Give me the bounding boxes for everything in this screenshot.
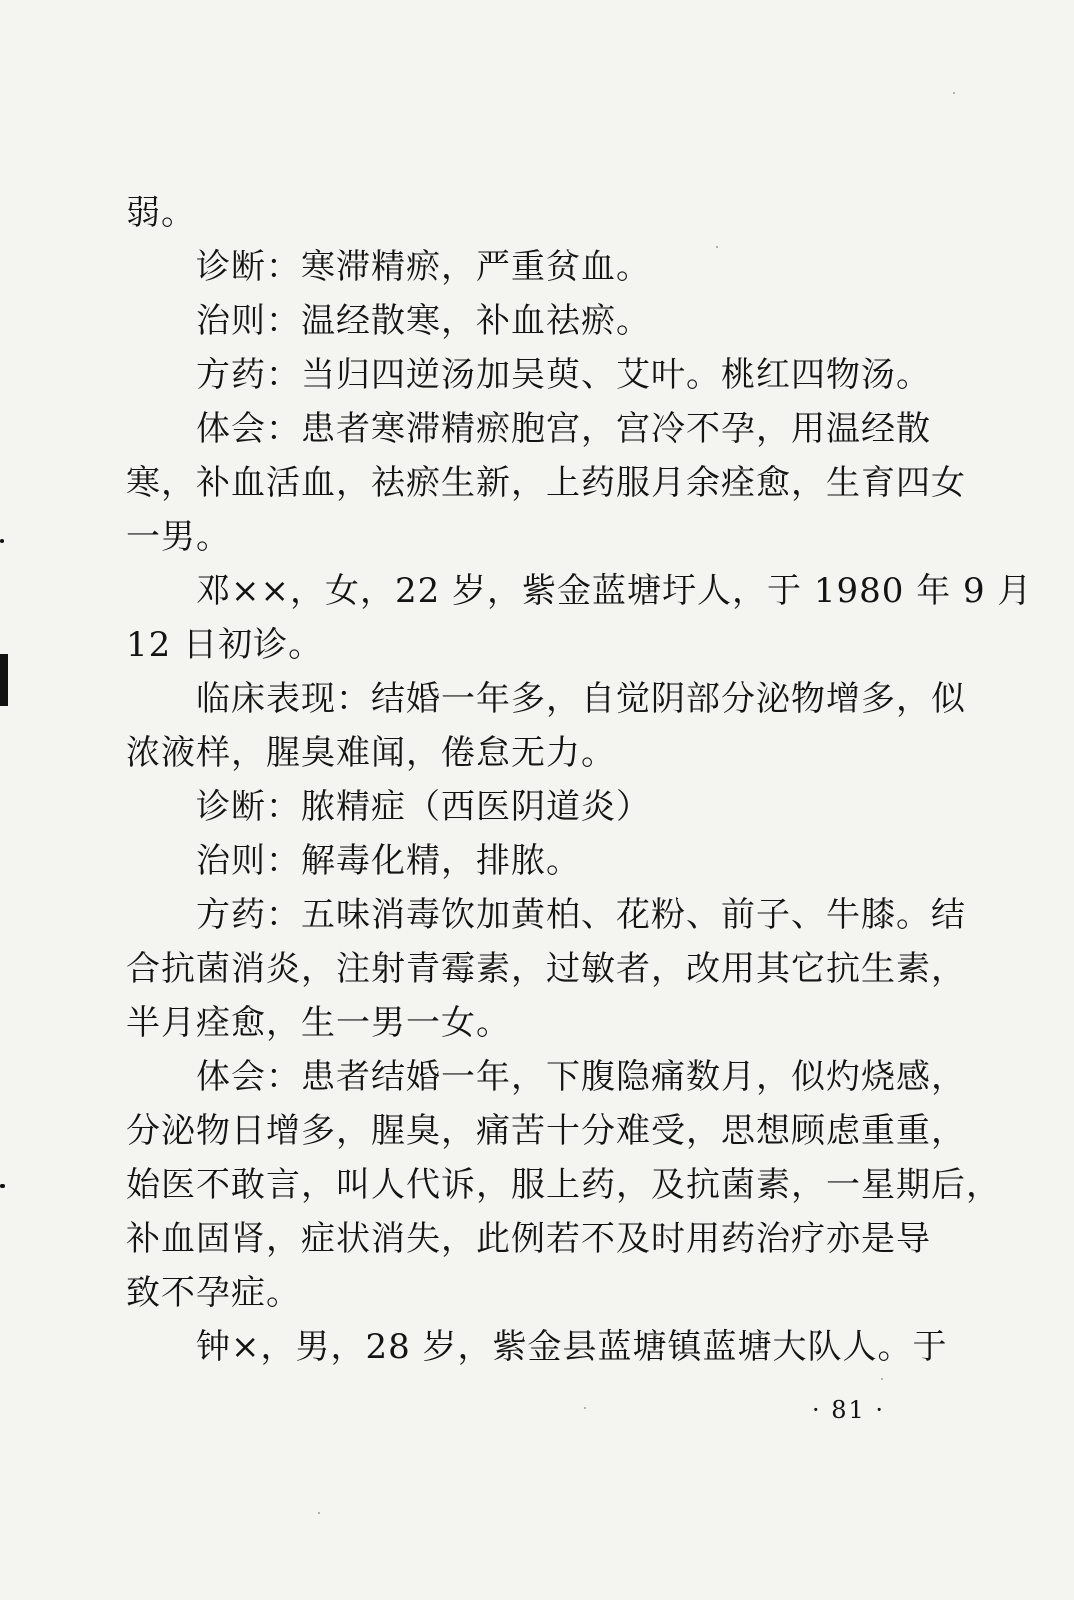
scan-edge-mark xyxy=(0,654,8,706)
text-line: 方药：五味消毒饮加黄柏、花粉、前子、牛膝。结 xyxy=(196,895,966,935)
scan-speck xyxy=(584,1407,586,1409)
page-number: · 81 · xyxy=(812,1396,886,1424)
text-line: 诊断：寒滞精瘀，严重贫血。 xyxy=(196,247,651,287)
text-line: 分泌物日增多，腥臭，痛苦十分难受，思想顾虑重重， xyxy=(126,1111,966,1151)
text-line: 12 日初诊。 xyxy=(126,625,324,665)
text-line: 补血固肾，症状消失，此例若不及时用药治疗亦是导 xyxy=(126,1219,931,1259)
text-line: 方药：当归四逆汤加吴萸、艾叶。桃红四物汤。 xyxy=(196,355,931,395)
body-text xyxy=(126,186,1033,1374)
scan-speck xyxy=(318,1512,320,1514)
text-line: 半月痊愈，生一男一女。 xyxy=(126,1003,511,1043)
scan-speck xyxy=(953,92,955,94)
text-line: 体会：患者结婚一年，下腹隐痛数月，似灼烧感， xyxy=(196,1057,966,1097)
scan-dot xyxy=(0,1184,5,1188)
text-line: 邓××，女，22 岁，紫金蓝塘圩人，于 1980 年 9 月 xyxy=(196,571,1033,611)
text-line: 钟×，男，28 岁，紫金县蓝塘镇蓝塘大队人。于 xyxy=(196,1327,948,1367)
text-line: 一男。 xyxy=(126,517,231,557)
text-line: 诊断：脓精症（西医阴道炎） xyxy=(196,787,651,827)
text-line: 治则：解毒化精，排脓。 xyxy=(196,841,581,881)
scan-dot xyxy=(0,539,4,543)
text-line: 合抗菌消炎，注射青霉素，过敏者，改用其它抗生素， xyxy=(126,949,966,989)
text-line: 临床表现：结婚一年多，自觉阴部分泌物增多，似 xyxy=(196,679,966,719)
text-line: 体会：患者寒滞精瘀胞宫，宫冷不孕，用温经散 xyxy=(196,409,931,449)
scan-speck xyxy=(881,1378,883,1380)
text-line: 治则：温经散寒，补血祛瘀。 xyxy=(196,301,651,341)
text-line: 寒，补血活血，祛瘀生新，上药服月余痊愈，生育四女 xyxy=(126,463,966,503)
scan-speck xyxy=(716,246,718,248)
text-line: 始医不敢言，叫人代诉，服上药，及抗菌素，一星期后， xyxy=(126,1165,1001,1205)
text-line: 弱。 xyxy=(126,193,196,233)
text-line: 浓液样，腥臭难闻，倦怠无力。 xyxy=(126,733,616,773)
text-line: 致不孕症。 xyxy=(126,1273,301,1313)
